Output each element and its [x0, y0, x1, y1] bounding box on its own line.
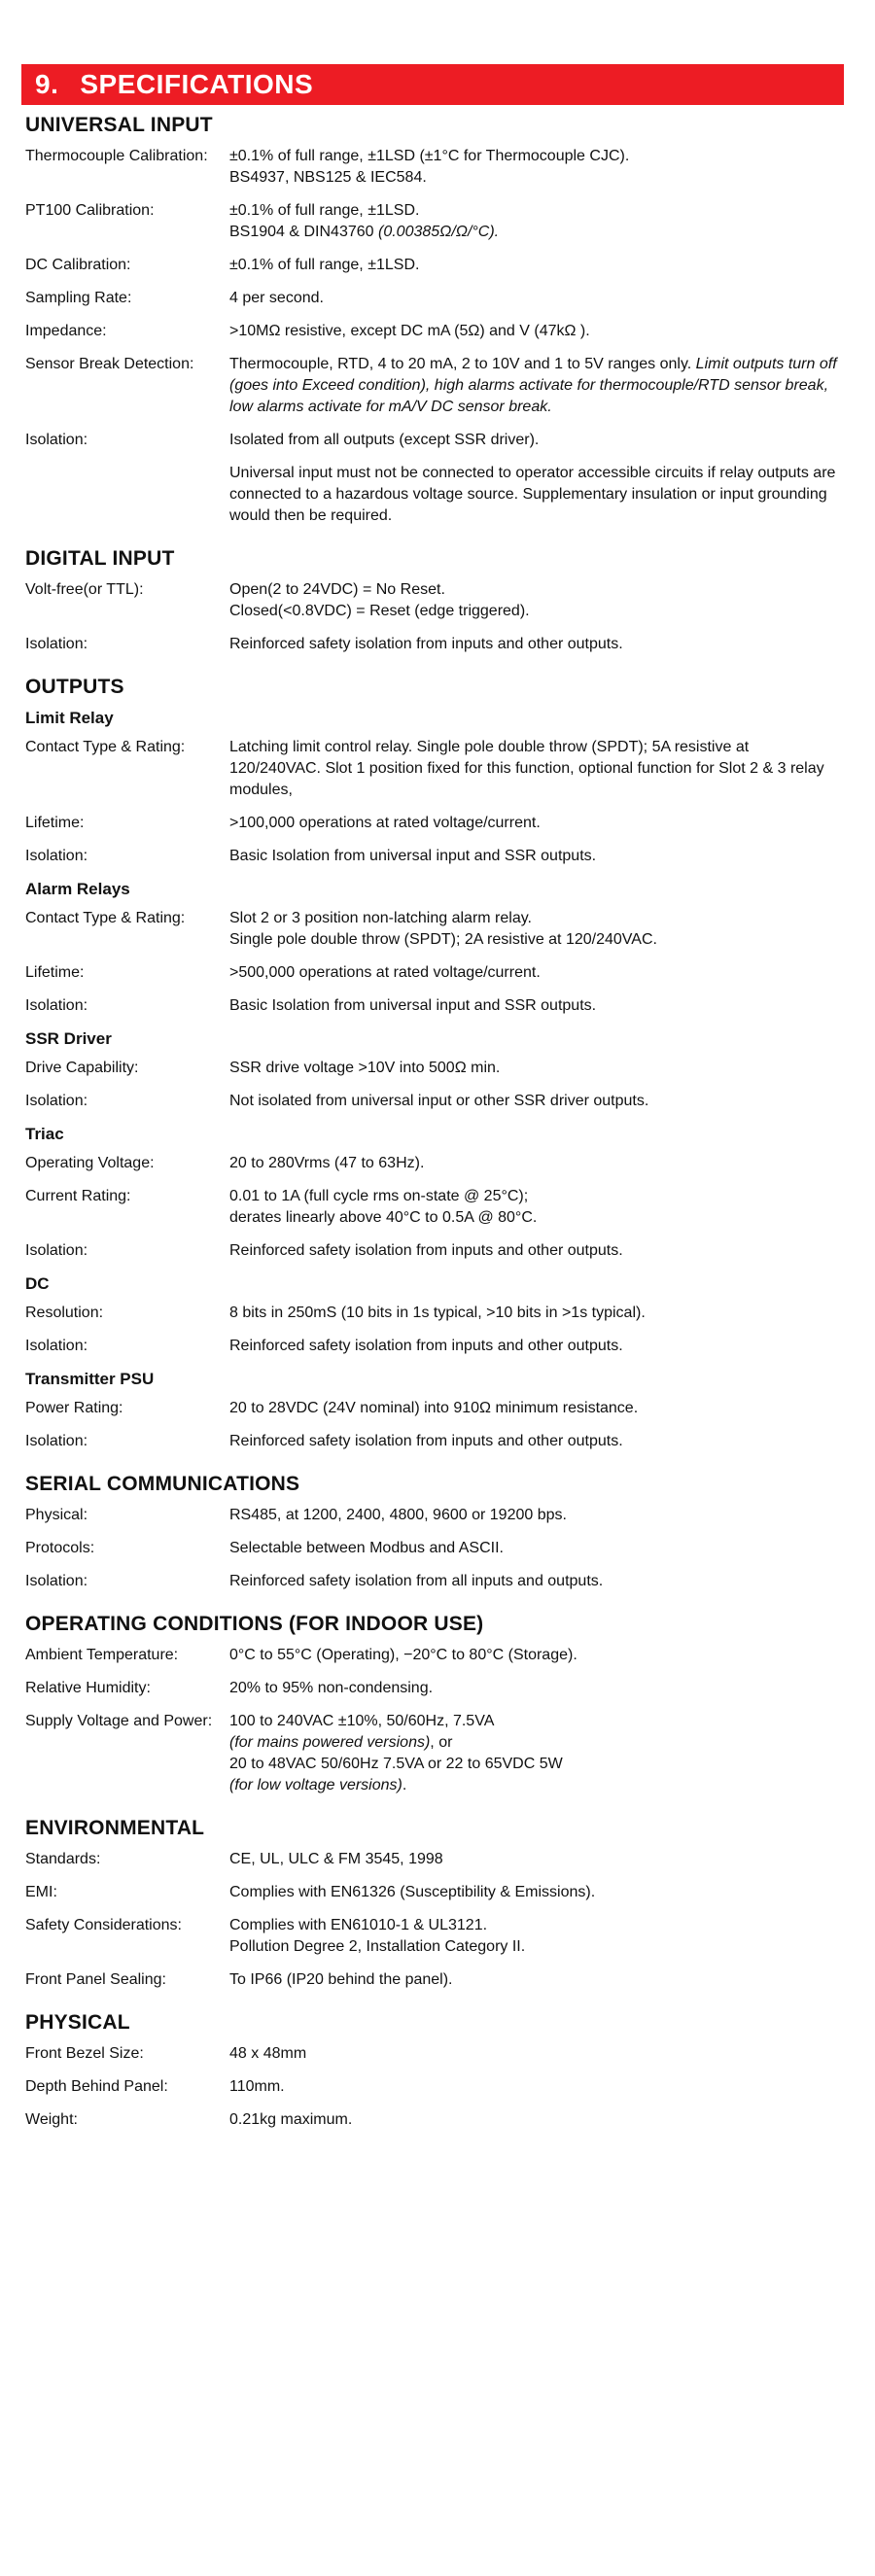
spec-label: Isolation:	[25, 1093, 88, 1109]
spec-row	[25, 995, 842, 1017]
spec-text: ±0.1% of full range, ±1LSD.	[229, 202, 420, 219]
spec-text: To IP66 (IP20 behind the panel).	[229, 1971, 453, 1988]
spec-line	[229, 1538, 842, 1559]
spec-value	[229, 288, 842, 309]
spec-line	[229, 1336, 842, 1357]
spec-line	[229, 579, 842, 601]
spec-text: .	[402, 1777, 407, 1793]
spec-value	[229, 2043, 842, 2065]
spec-text: Reinforced safety isolation from inputs and other outputs.	[229, 636, 623, 652]
spec-section	[25, 113, 842, 527]
spec-line	[229, 1678, 842, 1699]
spec-text: BS1904 & DIN43760	[229, 224, 378, 240]
spec-value	[229, 1186, 842, 1229]
spec-text: Open(2 to 24VDC) = No Reset.	[229, 581, 445, 598]
spec-text: Universal input must not be connected to operator accessible circuits if relay outputs are connected to a hazardous voltage source. Supplementary insulation or input grounding would then be required.	[229, 465, 836, 524]
section-heading: OPERATING CONDITIONS (FOR INDOOR USE)	[25, 1613, 484, 1635]
spec-row	[25, 288, 842, 309]
spec-label: Sensor Break Detection:	[25, 356, 194, 372]
spec-label: Contact Type & Rating:	[25, 910, 186, 926]
spec-value	[229, 634, 842, 655]
spec-row	[25, 579, 842, 622]
spec-line	[229, 1571, 842, 1592]
spec-value	[229, 1678, 842, 1699]
spec-row	[25, 354, 842, 418]
spec-text: 100 to 240VAC ±10%, 50/60Hz, 7.5VA	[229, 1713, 495, 1729]
spec-row	[25, 1849, 842, 1870]
spec-value	[229, 146, 842, 189]
spec-value	[229, 255, 842, 276]
section-heading: ENVIRONMENTAL	[25, 1817, 205, 1839]
spec-label: Power Rating:	[25, 1400, 123, 1416]
spec-text: ±0.1% of full range, ±1LSD.	[229, 257, 420, 273]
section-heading: SERIAL COMMUNICATIONS	[25, 1473, 300, 1495]
spec-line	[229, 255, 842, 276]
spec-row	[25, 1678, 842, 1699]
spec-row	[25, 1882, 842, 1903]
spec-row	[25, 1969, 842, 1991]
spec-text: Reinforced safety isolation from inputs and other outputs.	[229, 1242, 623, 1259]
spec-label: Supply Voltage and Power:	[25, 1713, 213, 1729]
section-heading: OUTPUTS	[25, 676, 124, 698]
spec-text: Not isolated from universal input or other SSR driver outputs.	[229, 1093, 649, 1109]
spec-section	[25, 675, 842, 1452]
spec-row	[25, 1058, 842, 1079]
spec-value	[229, 1571, 842, 1592]
spec-value	[229, 321, 842, 342]
spec-row	[25, 1571, 842, 1592]
spec-row	[25, 1240, 842, 1262]
spec-text: 0.21kg maximum.	[229, 2111, 353, 2128]
spec-line	[229, 321, 842, 342]
section-heading: DIGITAL INPUT	[25, 547, 175, 570]
spec-label: Safety Considerations:	[25, 1917, 182, 1933]
spec-label: Lifetime:	[25, 815, 85, 831]
spec-value	[229, 1091, 842, 1112]
spec-row	[25, 1398, 842, 1419]
spec-label: Isolation:	[25, 848, 88, 864]
spec-label: Lifetime:	[25, 964, 85, 981]
spec-section	[25, 1612, 842, 1796]
spec-label: Drive Capability:	[25, 1060, 139, 1076]
spec-label: Relative Humidity:	[25, 1680, 151, 1696]
spec-line	[229, 1431, 842, 1452]
spec-line	[229, 2043, 842, 2065]
spec-text: 4 per second.	[229, 290, 324, 306]
spec-text: (for low voltage versions)	[229, 1777, 402, 1793]
spec-line	[229, 737, 842, 801]
spec-value	[229, 962, 842, 984]
spec-label: Weight:	[25, 2111, 78, 2128]
spec-row	[25, 1091, 842, 1112]
spec-line	[229, 601, 842, 622]
spec-value	[229, 463, 842, 527]
spec-line	[229, 634, 842, 655]
spec-text: Selectable between Modbus and ASCII.	[229, 1540, 504, 1556]
spec-label: Isolation:	[25, 1338, 88, 1354]
spec-section	[25, 546, 842, 655]
spec-value	[229, 1240, 842, 1262]
spec-text: 48 x 48mm	[229, 2045, 307, 2062]
spec-section	[25, 1472, 842, 1592]
spec-line	[229, 1711, 842, 1732]
sub-heading: Alarm Relays	[25, 880, 130, 898]
spec-note: (0.00385Ω/Ω/°C).	[378, 224, 500, 240]
sub-heading: Transmitter PSU	[25, 1370, 155, 1388]
spec-line	[229, 1849, 842, 1870]
spec-line	[229, 1732, 842, 1754]
sub-heading: Triac	[25, 1125, 64, 1143]
spec-line	[229, 1398, 842, 1419]
spec-line	[229, 813, 842, 834]
spec-text: Closed(<0.8VDC) = Reset (edge triggered).	[229, 603, 530, 619]
spec-row	[25, 1711, 842, 1796]
spec-label: Isolation:	[25, 1242, 88, 1259]
spec-label: Contact Type & Rating:	[25, 739, 186, 755]
spec-value	[229, 579, 842, 622]
spec-label: Volt-free(or TTL):	[25, 581, 144, 598]
spec-line	[229, 430, 842, 451]
spec-value	[229, 2076, 842, 2098]
spec-line	[229, 962, 842, 984]
spec-line	[229, 1882, 842, 1903]
spec-line	[229, 995, 842, 1017]
spec-label: Current Rating:	[25, 1188, 131, 1204]
spec-text: Latching limit control relay. Single pole double throw (SPDT); 5A resistive at 120/240VAC. Slot 1 position fixed for this function, optional function for Slot 2 & 3 relay modules,	[229, 739, 824, 798]
spec-text: derates linearly above 40°C to 0.5A @ 80°C.	[229, 1209, 538, 1226]
spec-text: Thermocouple, RTD, 4 to 20 mA, 2 to 10V and 1 to 5V ranges only.	[229, 356, 696, 372]
spec-text: Pollution Degree 2, Installation Category II.	[229, 1938, 526, 1955]
spec-row	[25, 463, 842, 527]
spec-text: Basic Isolation from universal input and SSR outputs.	[229, 848, 597, 864]
spec-value	[229, 737, 842, 801]
spec-label: Isolation:	[25, 997, 88, 1014]
spec-value	[229, 1915, 842, 1958]
section-title-bar	[21, 64, 844, 105]
spec-value	[229, 1336, 842, 1357]
spec-row	[25, 1153, 842, 1174]
spec-value	[229, 1431, 842, 1452]
spec-label: Impedance:	[25, 323, 107, 339]
spec-text: Reinforced safety isolation from inputs and other outputs.	[229, 1338, 623, 1354]
spec-value	[229, 1153, 842, 1174]
spec-text: , or	[430, 1734, 453, 1751]
spec-row	[25, 2076, 842, 2098]
spec-value	[229, 1538, 842, 1559]
spec-line	[229, 1775, 842, 1796]
spec-value	[229, 1849, 842, 1870]
spec-text: CE, UL, ULC & FM 3545, 1998	[229, 1851, 443, 1867]
spec-line	[229, 222, 842, 243]
sub-heading: Limit Relay	[25, 709, 114, 727]
section-heading: UNIVERSAL INPUT	[25, 114, 213, 136]
section-number: 9.	[35, 69, 59, 99]
spec-value	[229, 995, 842, 1017]
spec-line	[229, 846, 842, 867]
spec-text: Basic Isolation from universal input and SSR outputs.	[229, 997, 597, 1014]
spec-text: Isolated from all outputs (except SSR driver).	[229, 432, 540, 448]
spec-line	[229, 929, 842, 951]
spec-value	[229, 846, 842, 867]
spec-line	[229, 1505, 842, 1526]
spec-value	[229, 908, 842, 951]
spec-label: Front Panel Sealing:	[25, 1971, 166, 1988]
spec-text: Reinforced safety isolation from all inputs and outputs.	[229, 1573, 604, 1589]
spec-row	[25, 737, 842, 801]
spec-line	[229, 167, 842, 189]
spec-line	[229, 1303, 842, 1324]
sub-heading: DC	[25, 1274, 50, 1293]
spec-label: PT100 Calibration:	[25, 202, 155, 219]
spec-label	[25, 463, 229, 527]
spec-text: >100,000 operations at rated voltage/current.	[229, 815, 541, 831]
spec-text: Slot 2 or 3 position non-latching alarm relay.	[229, 910, 532, 926]
spec-row	[25, 2109, 842, 2131]
spec-row	[25, 200, 842, 243]
spec-row	[25, 321, 842, 342]
spec-line	[229, 1058, 842, 1079]
spec-text: SSR drive voltage >10V into 500Ω min.	[229, 1060, 501, 1076]
spec-line	[229, 2076, 842, 2098]
spec-row	[25, 813, 842, 834]
spec-text: (for mains powered versions)	[229, 1734, 431, 1751]
spec-row	[25, 1538, 842, 1559]
spec-label: Thermocouple Calibration:	[25, 148, 208, 164]
spec-value	[229, 1398, 842, 1419]
spec-row	[25, 255, 842, 276]
spec-text: ±0.1% of full range, ±1LSD (±1°C for Thermocouple CJC).	[229, 148, 630, 164]
section-title: SPECIFICATIONS	[80, 69, 314, 99]
spec-line	[229, 146, 842, 167]
spec-value	[229, 430, 842, 451]
spec-note: Limit outputs turn off (goes into Exceed condition), high alarms activate for thermocouple/RTD sensor break, low alarms activate for mA/V DC sensor break.	[229, 356, 837, 415]
spec-label: Isolation:	[25, 1573, 88, 1589]
spec-row	[25, 1505, 842, 1526]
spec-line	[229, 1153, 842, 1174]
spec-value	[229, 813, 842, 834]
spec-value	[229, 2109, 842, 2131]
spec-row	[25, 962, 842, 984]
spec-value	[229, 354, 842, 418]
spec-text: 110mm.	[229, 2078, 285, 2095]
spec-line	[229, 200, 842, 222]
spec-text: 0.01 to 1A (full cycle rms on-state @ 25°C);	[229, 1188, 529, 1204]
spec-line	[229, 1915, 842, 1936]
spec-line	[229, 1091, 842, 1112]
spec-value	[229, 1058, 842, 1079]
spec-row	[25, 430, 842, 451]
spec-label: Resolution:	[25, 1305, 104, 1321]
spec-text: 20 to 28VDC (24V nominal) into 910Ω minimum resistance.	[229, 1400, 639, 1416]
spec-label: Front Bezel Size:	[25, 2045, 144, 2062]
section-heading: PHYSICAL	[25, 2011, 130, 2034]
spec-line	[229, 354, 842, 418]
spec-text: 20 to 48VAC 50/60Hz 7.5VA or 22 to 65VDC 5W	[229, 1756, 563, 1772]
spec-value	[229, 1303, 842, 1324]
spec-text: >500,000 operations at rated voltage/current.	[229, 964, 541, 981]
spec-line	[229, 1240, 842, 1262]
spec-text: Complies with EN61326 (Susceptibility & Emissions).	[229, 1884, 596, 1900]
spec-value	[229, 200, 842, 243]
spec-text: BS4937, NBS125 & IEC584.	[229, 169, 427, 186]
spec-value	[229, 1711, 842, 1796]
spec-row	[25, 2043, 842, 2065]
spec-line	[229, 1936, 842, 1958]
spec-label: Depth Behind Panel:	[25, 2078, 168, 2095]
spec-row	[25, 1336, 842, 1357]
spec-text: 8 bits in 250mS (10 bits in 1s typical, >10 bits in >1s typical).	[229, 1305, 646, 1321]
spec-label: Physical:	[25, 1507, 88, 1523]
spec-row	[25, 1915, 842, 1958]
spec-row	[25, 1303, 842, 1324]
spec-line	[229, 1645, 842, 1666]
spec-text: 0°C to 55°C (Operating), −20°C to 80°C (Storage).	[229, 1647, 578, 1663]
spec-text: 20 to 280Vrms (47 to 63Hz).	[229, 1155, 425, 1171]
spec-text: Single pole double throw (SPDT); 2A resistive at 120/240VAC.	[229, 931, 657, 948]
spec-section	[25, 2010, 842, 2131]
spec-line	[229, 463, 842, 527]
spec-text: Reinforced safety isolation from inputs and other outputs.	[229, 1433, 623, 1449]
spec-label: Isolation:	[25, 432, 88, 448]
spec-text: RS485, at 1200, 2400, 4800, 9600 or 19200 bps.	[229, 1507, 567, 1523]
spec-line	[229, 1207, 842, 1229]
spec-line	[229, 2109, 842, 2131]
spec-row	[25, 634, 842, 655]
spec-label: EMI:	[25, 1884, 57, 1900]
spec-text: Complies with EN61010-1 & UL3121.	[229, 1917, 488, 1933]
spec-row	[25, 146, 842, 189]
spec-line	[229, 908, 842, 929]
spec-section	[25, 1816, 842, 1991]
specifications-content	[25, 113, 842, 2150]
spec-value	[229, 1645, 842, 1666]
spec-label: Ambient Temperature:	[25, 1647, 179, 1663]
spec-row	[25, 908, 842, 951]
spec-label: Standards:	[25, 1851, 101, 1867]
spec-value	[229, 1882, 842, 1903]
spec-line	[229, 1754, 842, 1775]
spec-value	[229, 1969, 842, 1991]
spec-label: Isolation:	[25, 636, 88, 652]
spec-label: Sampling Rate:	[25, 290, 132, 306]
spec-row	[25, 846, 842, 867]
spec-value	[229, 1505, 842, 1526]
spec-label: DC Calibration:	[25, 257, 131, 273]
spec-label: Isolation:	[25, 1433, 88, 1449]
spec-row	[25, 1645, 842, 1666]
spec-label: Operating Voltage:	[25, 1155, 155, 1171]
sub-heading: SSR Driver	[25, 1029, 112, 1048]
spec-text: 20% to 95% non-condensing.	[229, 1680, 434, 1696]
spec-line	[229, 1969, 842, 1991]
spec-text: >10MΩ resistive, except DC mA (5Ω) and V (47kΩ ).	[229, 323, 590, 339]
spec-line	[229, 288, 842, 309]
spec-line	[229, 1186, 842, 1207]
spec-row	[25, 1186, 842, 1229]
spec-label: Protocols:	[25, 1540, 95, 1556]
spec-row	[25, 1431, 842, 1452]
